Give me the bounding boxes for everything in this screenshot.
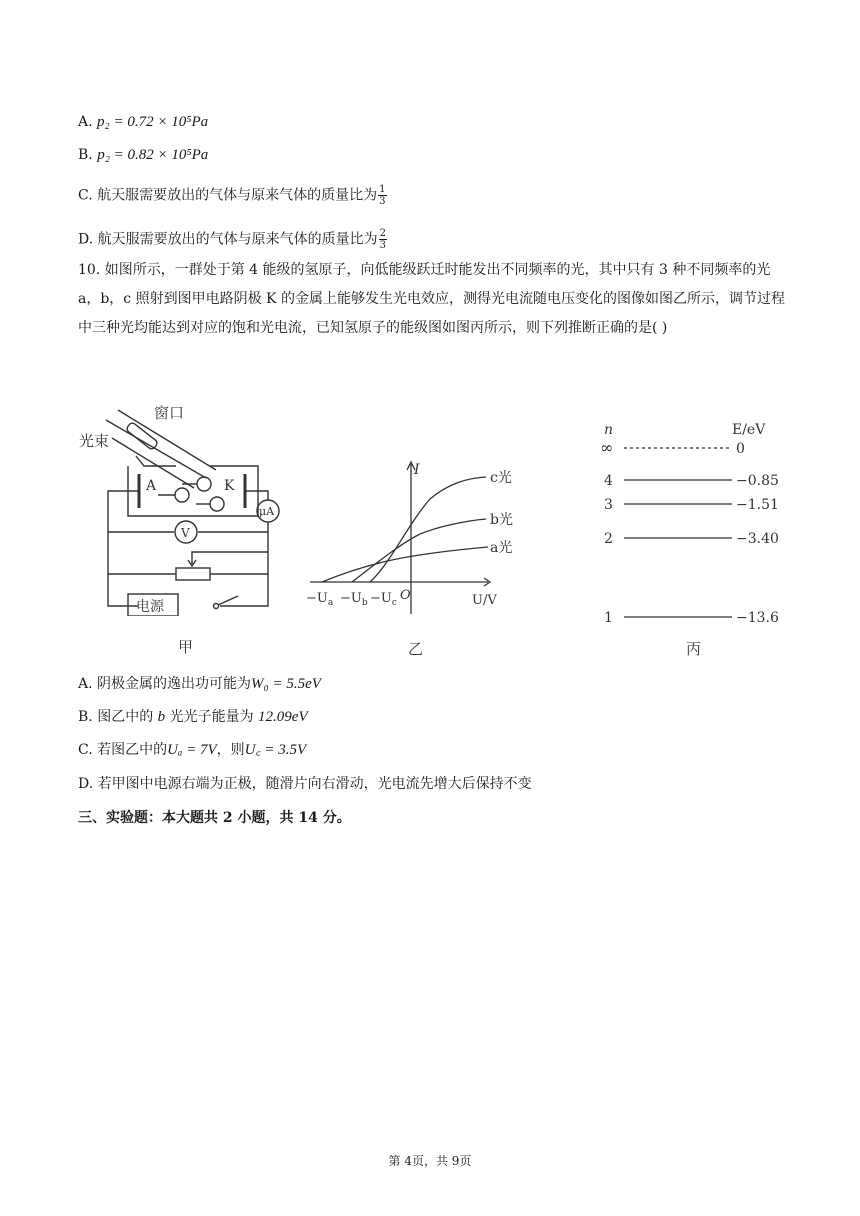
label-curve-b: b光 — [490, 512, 513, 528]
tick-ub-sub: b — [361, 598, 368, 608]
section-3-heading: 三、实验题：本大题共 2 小题，共 14 分。 — [78, 810, 351, 826]
option-text-post: 光光子能量为 — [165, 709, 259, 725]
level-e-1: −13.6 — [736, 610, 779, 626]
level-e-4: −0.85 — [736, 473, 779, 489]
option-math: 12.09eV — [258, 709, 308, 725]
option-math: p₂ = 0.82 × 10⁵Pa — [97, 147, 209, 163]
q9-option-a — [78, 112, 208, 132]
tick-ua-sub: a — [327, 598, 334, 608]
figure-circuit — [76, 398, 286, 616]
label-y-axis: I — [414, 462, 420, 478]
label-origin: O — [400, 588, 411, 603]
label-voltmeter: V — [181, 526, 190, 540]
q10-option-c — [78, 740, 306, 760]
q10-option-d: D. 若甲图中电源右端为正极，随滑片向右滑动，光电流先增大后保持不变 — [78, 776, 532, 792]
label-x-axis: U/V — [472, 593, 497, 608]
label-anode: A — [146, 478, 157, 494]
label-microammeter: μA — [259, 505, 275, 518]
level-n-inf: ∞ — [600, 438, 614, 457]
option-math: W₀ = 5.5eV — [251, 676, 321, 692]
label-e-header: E/eV — [732, 422, 766, 438]
level-e-inf: 0 — [736, 441, 745, 457]
fraction — [379, 228, 387, 251]
label-light-beam: 光束 — [79, 432, 110, 450]
option-text: C. 航天服需要放出的气体与原来气体的质量比为 — [78, 187, 378, 204]
option-math-1: Uₐ = 7V — [167, 742, 217, 758]
figure-iv-curves — [300, 454, 520, 624]
level-n-4: 4 — [604, 473, 613, 489]
tick-uc — [370, 591, 397, 608]
level-n-2: 2 — [604, 531, 613, 547]
label-cathode: K — [224, 478, 235, 494]
label-n-header: n — [604, 422, 614, 438]
level-e-2: −3.40 — [736, 531, 779, 547]
figure-energy-levels — [596, 418, 796, 630]
option-label: B. — [78, 147, 98, 163]
fraction — [378, 184, 386, 207]
q10-option-b — [78, 707, 308, 727]
label-curve-c: c光 — [490, 470, 512, 486]
tick-uc-sub: c — [391, 598, 397, 608]
fraction-numerator: 2 — [379, 228, 386, 239]
q10-option-a — [78, 674, 321, 694]
tick-ua-main: −U — [306, 591, 328, 606]
fraction-denominator: 3 — [379, 196, 386, 207]
tick-ub — [340, 591, 368, 608]
caption-bing: 丙 — [686, 640, 702, 658]
option-var: b — [157, 709, 166, 725]
option-math-2: U꜀ = 3.5V — [244, 742, 307, 758]
option-text: A. 阴极金属的逸出功可能为 — [78, 676, 252, 692]
question-10-text: 10. 如图所示，一群处于第 4 能级的氢原子，向低能级跃迁时能发出不同频率的光，其中只有 3 种不同频率的光 a，b，c 照射到图甲电路阴极 K 的金属上能够发生光电效应，测得光电流随电压变化的图像如图乙所示，调节过程中三种光均能达到对应的饱和光电流，已知氢原子的能级图如图丙所示，则下列推断正确的是( ) — [78, 262, 785, 336]
option-text-mid: ，则 — [216, 742, 245, 758]
tick-ua — [306, 591, 334, 608]
option-math: p₂ = 0.72 × 10⁵Pa — [97, 114, 209, 130]
fraction-denominator: 3 — [379, 240, 386, 251]
page-footer: 第 4页，共 9页 — [388, 1154, 472, 1168]
tick-ub-main: −U — [340, 591, 362, 606]
q9-option-d — [78, 228, 387, 251]
caption-jia: 甲 — [178, 638, 194, 656]
label-curve-a: a光 — [490, 540, 513, 556]
level-n-1: 1 — [604, 610, 613, 626]
label-power-source: 电源 — [136, 599, 164, 615]
fraction-numerator: 1 — [379, 184, 386, 195]
option-label: A. — [78, 114, 98, 130]
q9-option-b — [78, 145, 208, 165]
option-text: D. 航天服需要放出的气体与原来气体的质量比为 — [78, 231, 378, 248]
label-window: 窗口 — [154, 404, 185, 422]
tick-uc-main: −U — [370, 591, 392, 606]
q9-option-c — [78, 184, 387, 207]
option-text-pre: C. 若图乙中的 — [78, 742, 168, 758]
option-text-pre: B. 图乙中的 — [78, 709, 158, 725]
caption-yi: 乙 — [408, 640, 424, 658]
level-n-3: 3 — [604, 497, 613, 513]
level-e-3: −1.51 — [736, 497, 779, 513]
